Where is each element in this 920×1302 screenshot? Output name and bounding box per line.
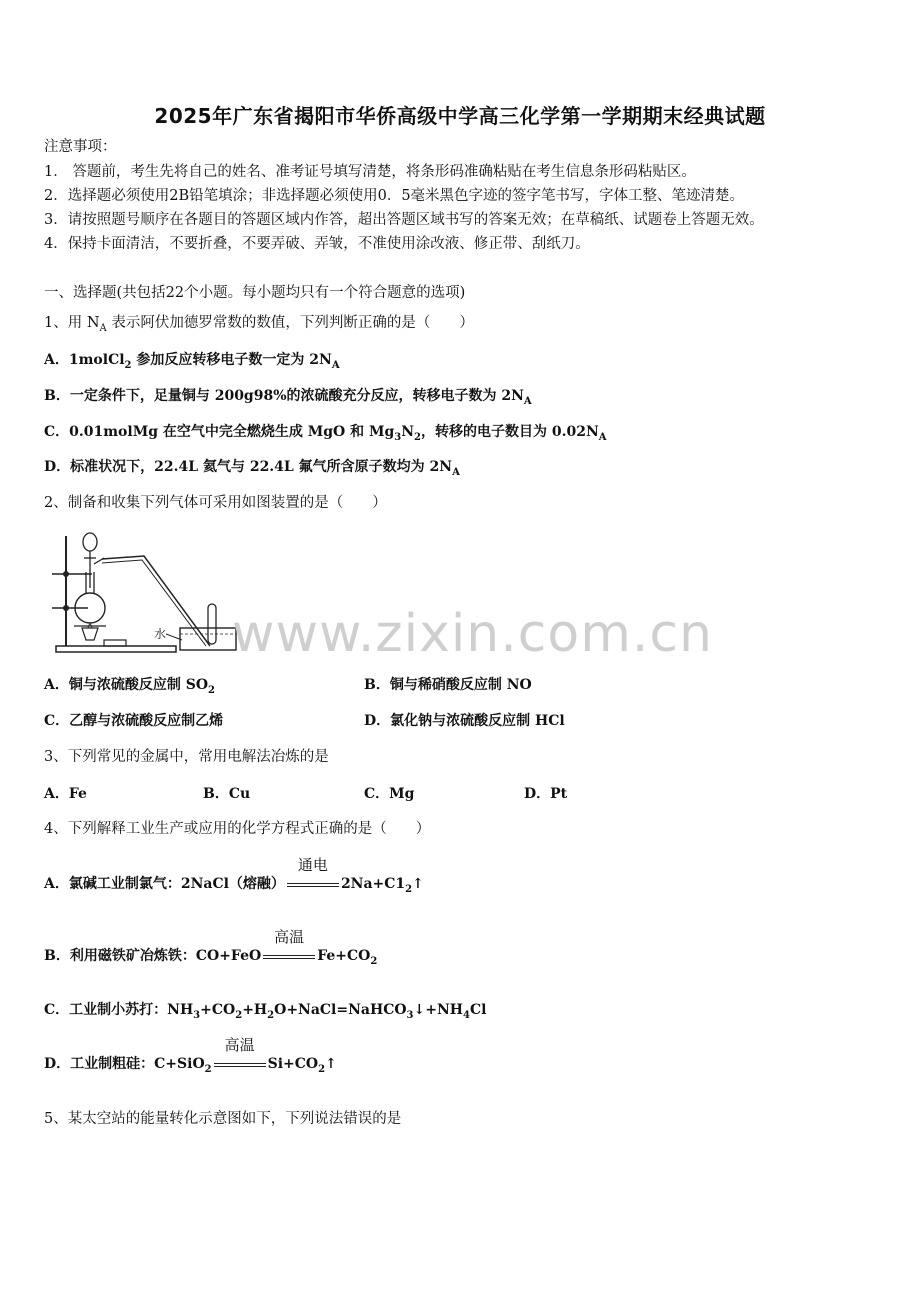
subscript: A <box>331 359 340 371</box>
subscript: 2 <box>370 955 378 967</box>
option-text: Fe+CO <box>317 948 371 964</box>
option-text: ，转移的电子数目为 0.02N <box>421 424 599 440</box>
option-text: A．1molCl <box>44 352 125 368</box>
question-2-stem: 2、制备和收集下列气体可采用如图装置的是（ ） <box>44 495 387 511</box>
subscript: A <box>452 466 460 478</box>
condition-text: 高温 <box>224 1036 255 1054</box>
notice-item: 3．请按照题号顺序在各题目的答题区域内作答，超出答题区域书写的答案无效；在草稿纸、试题卷上答题无效。 <box>44 212 764 228</box>
q1-option-c <box>44 422 607 448</box>
watermark: www.zixin.com.cn <box>232 604 713 664</box>
q2-option-a <box>44 675 215 701</box>
subscript: 2 <box>414 431 421 443</box>
q1-option-d <box>44 457 460 483</box>
subscript: 2 <box>267 1009 275 1021</box>
question-5-stem: 5、某太空站的能量转化示意图如下，下列说法错误的是 <box>44 1111 402 1127</box>
option-text: +H <box>242 1002 268 1018</box>
option-text: D．标准状况下，22.4L 氦气与 22.4L 氟气所含原子数均为 2N <box>44 459 453 475</box>
gas-apparatus-diagram <box>44 528 240 664</box>
question-3-stem: 3、下列常见的金属中，常用电解法冶炼的是 <box>44 749 329 765</box>
section-heading: 一、选择题(共包括22个小题。每小题均只有一个符合题意的选项) <box>44 285 466 301</box>
option-text: ↓+NH <box>413 1002 464 1018</box>
notice-heading: 注意事项： <box>44 139 117 155</box>
option-text: D．工业制粗硅：C+SiO <box>44 1056 205 1072</box>
option-text: +CO <box>200 1002 236 1018</box>
option-text: O+NaCl=NaHCO <box>274 1002 407 1018</box>
option-text: B．利用磁铁矿冶炼铁：CO+FeO <box>44 948 262 964</box>
subscript: 3 <box>193 1009 201 1021</box>
q2-option-c: C．乙醇与浓硫酸反应制乙烯 <box>44 713 224 729</box>
option-text: B．一定条件下，足量铜与 200g98%的浓硫酸充分反应，转移电子数为 2N <box>44 388 524 404</box>
q4-option-d <box>44 1036 337 1080</box>
q2-option-d: D．氯化钠与浓硫酸反应制 HCl <box>364 713 565 729</box>
q3-option-c: C．Mg <box>364 786 415 802</box>
q3-option-a: A．Fe <box>44 786 87 802</box>
option-text: Si+CO <box>267 1056 319 1072</box>
q1-option-a <box>44 350 340 376</box>
stem-text: 表示阿伏加德罗常数的数值，下列判断正确的是（ ） <box>106 315 474 331</box>
q3-option-b: B．Cu <box>203 786 251 802</box>
option-text: A．铜与浓硫酸反应制 SO <box>44 677 209 693</box>
option-text: C．0.01molMg 在空气中完全燃烧生成 MgO 和 Mg <box>44 424 395 440</box>
option-text: C．工业制小苏打：NH <box>44 1002 194 1018</box>
q4-option-b <box>44 928 378 972</box>
subscript: 3 <box>394 431 402 443</box>
option-text: ↑ <box>412 876 424 892</box>
option-text: 2Na+C1 <box>340 876 406 892</box>
subscript: 4 <box>463 1009 470 1021</box>
notice-item: 1． 答题前，考生先将自己的姓名、准考证号填写清楚，将条形码准确粘贴在考生信息条形码粘贴区。 <box>44 164 696 180</box>
q2-option-b: B．铜与稀硝酸反应制 NO <box>364 677 532 693</box>
reaction-condition <box>287 856 339 894</box>
subscript: A <box>523 395 532 407</box>
subscript: 2 <box>204 1063 212 1075</box>
subscript: 2 <box>235 1009 243 1021</box>
condition-text: 通电 <box>297 856 328 874</box>
subscript: 2 <box>124 359 132 371</box>
condition-text: 高温 <box>274 928 305 946</box>
q1-option-b <box>44 386 532 412</box>
q4-option-c <box>44 1000 486 1026</box>
q3-option-d: D．Pt <box>524 786 568 802</box>
water-label: 水 <box>154 627 167 641</box>
q4-option-a <box>44 856 424 900</box>
reaction-condition <box>214 1036 266 1074</box>
subscript: A <box>598 431 607 443</box>
subscript: A <box>99 322 107 334</box>
option-text: A．氯碱工业制氯气：2NaCl（熔融） <box>44 876 285 892</box>
subscript: 2 <box>208 684 216 696</box>
reaction-condition <box>263 928 315 966</box>
notice-item: 2．选择题必须使用2B铅笔填涂；非选择题必须使用0．5毫米黑色字迹的签字笔书写，字体工整、笔迹清楚。 <box>44 188 745 204</box>
subscript: 2 <box>318 1063 326 1075</box>
option-text: 参加反应转移电子数一定为 2N <box>131 352 332 368</box>
option-text: Cl <box>469 1002 487 1018</box>
question-1-stem <box>44 313 474 339</box>
stem-text: 1、用 N <box>44 315 100 331</box>
subscript: 3 <box>406 1009 414 1021</box>
page-title: 2025年广东省揭阳市华侨高级中学高三化学第一学期期末经典试题 <box>154 104 766 128</box>
notice-item: 4．保持卡面清洁，不要折叠，不要弄破、弄皱，不准使用涂改液、修正带、刮纸刀。 <box>44 236 590 252</box>
option-text: ↑ <box>325 1056 337 1072</box>
subscript: 2 <box>405 883 413 895</box>
option-text: N <box>401 424 415 440</box>
question-4-stem: 4、下列解释工业生产或应用的化学方程式正确的是（ ） <box>44 821 431 837</box>
